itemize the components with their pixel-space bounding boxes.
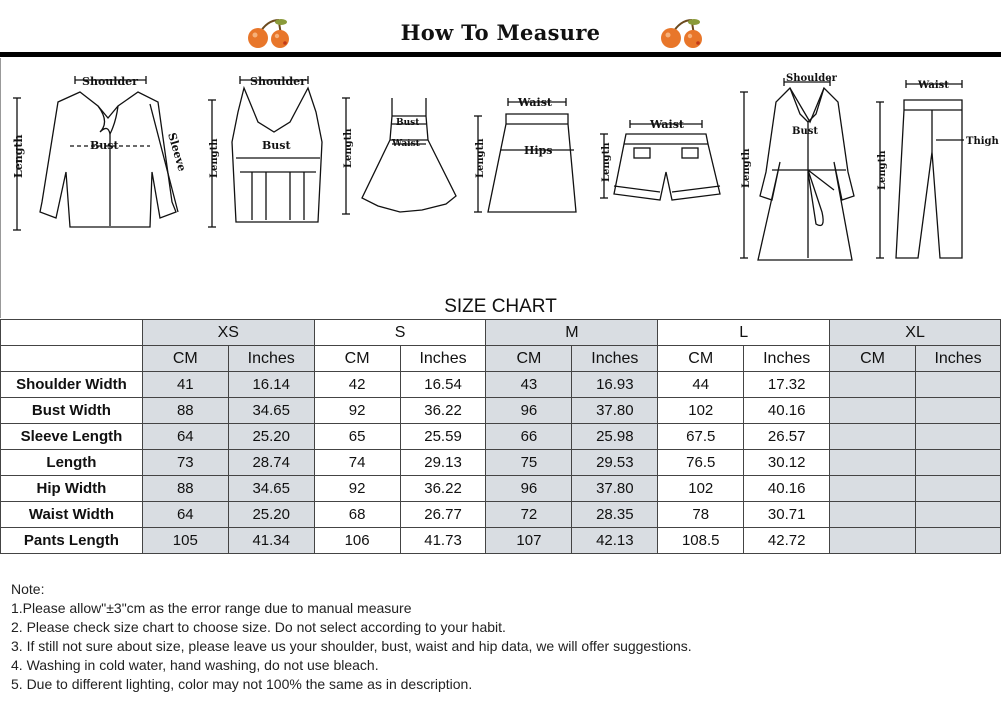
table-cell: 40.16 <box>744 398 830 424</box>
corner-cell <box>1 320 143 346</box>
note-item: 5. Due to different lighting, color may not 100% the same as in description. <box>11 676 473 692</box>
row-label: Shoulder Width <box>1 372 143 398</box>
size-chart-table <box>0 319 1001 554</box>
table-cell: 76.5 <box>658 450 744 476</box>
table-cell <box>830 424 916 450</box>
unit-cm: CM <box>486 346 572 372</box>
table-cell: 42.72 <box>744 528 830 554</box>
unit-inches: Inches <box>228 346 314 372</box>
table-cell: 37.80 <box>572 398 658 424</box>
table-cell: 36.22 <box>400 398 486 424</box>
table-row <box>1 476 1001 502</box>
unit-cm: CM <box>142 346 228 372</box>
table-cell <box>916 476 1001 502</box>
table-cell: 17.32 <box>744 372 830 398</box>
dress-bust-label: Bust <box>396 118 420 128</box>
table-cell: 44 <box>658 372 744 398</box>
header-divider <box>0 52 1001 57</box>
table-cell: 37.80 <box>572 476 658 502</box>
table-cell: 65 <box>314 424 400 450</box>
blouse-shoulder-label: Shoulder <box>82 75 138 88</box>
size-chart-title: SIZE CHART <box>444 296 557 317</box>
notes-section <box>11 580 692 694</box>
dress-waist-label: Waist <box>392 139 420 149</box>
row-label: Bust Width <box>1 398 143 424</box>
table-cell: 26.57 <box>744 424 830 450</box>
table-cell: 41 <box>142 372 228 398</box>
table-cell: 28.74 <box>228 450 314 476</box>
skirt-waist-label: Waist <box>518 96 552 109</box>
table-cell: 42.13 <box>572 528 658 554</box>
table-cell: 88 <box>142 476 228 502</box>
shorts-diagram <box>600 120 720 200</box>
table-cell: 105 <box>142 528 228 554</box>
table-cell: 16.93 <box>572 372 658 398</box>
table-cell: 29.53 <box>572 450 658 476</box>
unit-inches: Inches <box>572 346 658 372</box>
pants-diagram <box>876 80 964 258</box>
table-cell: 67.5 <box>658 424 744 450</box>
size-chart-body <box>1 372 1001 554</box>
cherry-icon-right <box>658 16 708 52</box>
table-cell <box>916 502 1001 528</box>
table-cell: 42 <box>314 372 400 398</box>
table-cell: 68 <box>314 502 400 528</box>
table-cell: 28.35 <box>572 502 658 528</box>
coat-bust-label: Bust <box>792 126 818 137</box>
unit-header-row <box>1 346 1001 372</box>
table-cell <box>916 528 1001 554</box>
size-m-header: M <box>486 320 658 346</box>
table-row <box>1 528 1001 554</box>
table-cell: 16.54 <box>400 372 486 398</box>
blouse-bust-label: Bust <box>90 139 119 152</box>
table-cell <box>916 450 1001 476</box>
table-cell: 92 <box>314 398 400 424</box>
table-cell: 96 <box>486 476 572 502</box>
table-row <box>1 372 1001 398</box>
table-cell: 96 <box>486 398 572 424</box>
table-cell: 72 <box>486 502 572 528</box>
row-label: Hip Width <box>1 476 143 502</box>
unit-inches: Inches <box>916 346 1001 372</box>
vest-length-label: Length <box>209 138 220 178</box>
blouse-length-label: Length <box>12 134 25 178</box>
table-cell: 25.20 <box>228 502 314 528</box>
table-cell <box>916 398 1001 424</box>
table-cell <box>916 372 1001 398</box>
table-cell: 107 <box>486 528 572 554</box>
table-row <box>1 398 1001 424</box>
table-row <box>1 424 1001 450</box>
table-cell: 40.16 <box>744 476 830 502</box>
vest-shoulder-label: Shoulder <box>250 75 306 88</box>
table-cell <box>830 476 916 502</box>
size-header-row <box>1 320 1001 346</box>
table-cell: 73 <box>142 450 228 476</box>
measurement-illustrations <box>0 62 1001 302</box>
size-xs-header: XS <box>142 320 314 346</box>
pants-length-label: Length <box>877 150 888 190</box>
size-s-header: S <box>314 320 486 346</box>
unit-inches: Inches <box>744 346 830 372</box>
row-label: Pants Length <box>1 528 143 554</box>
table-cell: 92 <box>314 476 400 502</box>
table-cell: 102 <box>658 398 744 424</box>
unit-cm: CM <box>830 346 916 372</box>
unit-inches: Inches <box>400 346 486 372</box>
pants-waist-label: Waist <box>918 80 949 91</box>
table-cell: 25.20 <box>228 424 314 450</box>
table-cell: 25.98 <box>572 424 658 450</box>
table-cell: 30.12 <box>744 450 830 476</box>
blouse-diagram <box>13 76 178 230</box>
row-label: Length <box>1 450 143 476</box>
table-cell: 102 <box>658 476 744 502</box>
coat-shoulder-label: Shoulder <box>786 73 837 84</box>
unit-cm: CM <box>314 346 400 372</box>
table-cell: 34.65 <box>228 476 314 502</box>
notes-heading: Note: <box>11 581 45 597</box>
dress-length-label: Length <box>343 128 354 168</box>
skirt-length-label: Length <box>475 138 486 178</box>
table-cell <box>830 528 916 554</box>
table-row <box>1 450 1001 476</box>
table-cell: 78 <box>658 502 744 528</box>
table-cell: 88 <box>142 398 228 424</box>
row-label: Waist Width <box>1 502 143 528</box>
table-cell <box>916 424 1001 450</box>
size-l-header: L <box>658 320 830 346</box>
table-cell: 30.71 <box>744 502 830 528</box>
table-cell: 34.65 <box>228 398 314 424</box>
table-cell: 106 <box>314 528 400 554</box>
header <box>0 0 1001 60</box>
table-cell: 75 <box>486 450 572 476</box>
pants-thigh-label: Thigh <box>966 136 999 147</box>
table-cell: 108.5 <box>658 528 744 554</box>
table-cell: 16.14 <box>228 372 314 398</box>
table-row <box>1 502 1001 528</box>
note-item: 2. Please check size chart to choose size. Do not select according to your habit. <box>11 619 506 635</box>
shorts-length-label: Length <box>601 142 612 182</box>
size-xl-header: XL <box>830 320 1001 346</box>
skirt-hips-label: Hips <box>524 144 553 157</box>
note-item: 1.Please allow"±3"cm as the error range due to manual measure <box>11 600 412 616</box>
table-cell <box>830 372 916 398</box>
unit-cm: CM <box>658 346 744 372</box>
table-cell <box>830 450 916 476</box>
page-title: How To Measure <box>400 20 601 45</box>
table-cell: 41.73 <box>400 528 486 554</box>
note-item: 4. Washing in cold water, hand washing, do not use bleach. <box>11 657 379 673</box>
table-cell: 29.13 <box>400 450 486 476</box>
vest-bust-label: Bust <box>262 139 291 152</box>
corner-cell <box>1 346 143 372</box>
dress-diagram <box>342 98 456 214</box>
shorts-waist-label: Waist <box>650 118 684 131</box>
table-cell <box>830 502 916 528</box>
coat-diagram <box>740 78 854 260</box>
table-cell: 41.34 <box>228 528 314 554</box>
table-cell: 74 <box>314 450 400 476</box>
table-cell: 64 <box>142 424 228 450</box>
table-cell: 64 <box>142 502 228 528</box>
row-label: Sleeve Length <box>1 424 143 450</box>
table-cell: 43 <box>486 372 572 398</box>
table-cell: 25.59 <box>400 424 486 450</box>
table-cell: 26.77 <box>400 502 486 528</box>
note-item: 3. If still not sure about size, please leave us your shoulder, bust, waist and hip data, we will offer suggestions. <box>11 638 692 654</box>
coat-length-label: Length <box>741 148 752 188</box>
table-cell: 66 <box>486 424 572 450</box>
table-cell: 36.22 <box>400 476 486 502</box>
blouse-sleeve-label: Sleeve <box>165 131 189 173</box>
table-cell <box>830 398 916 424</box>
